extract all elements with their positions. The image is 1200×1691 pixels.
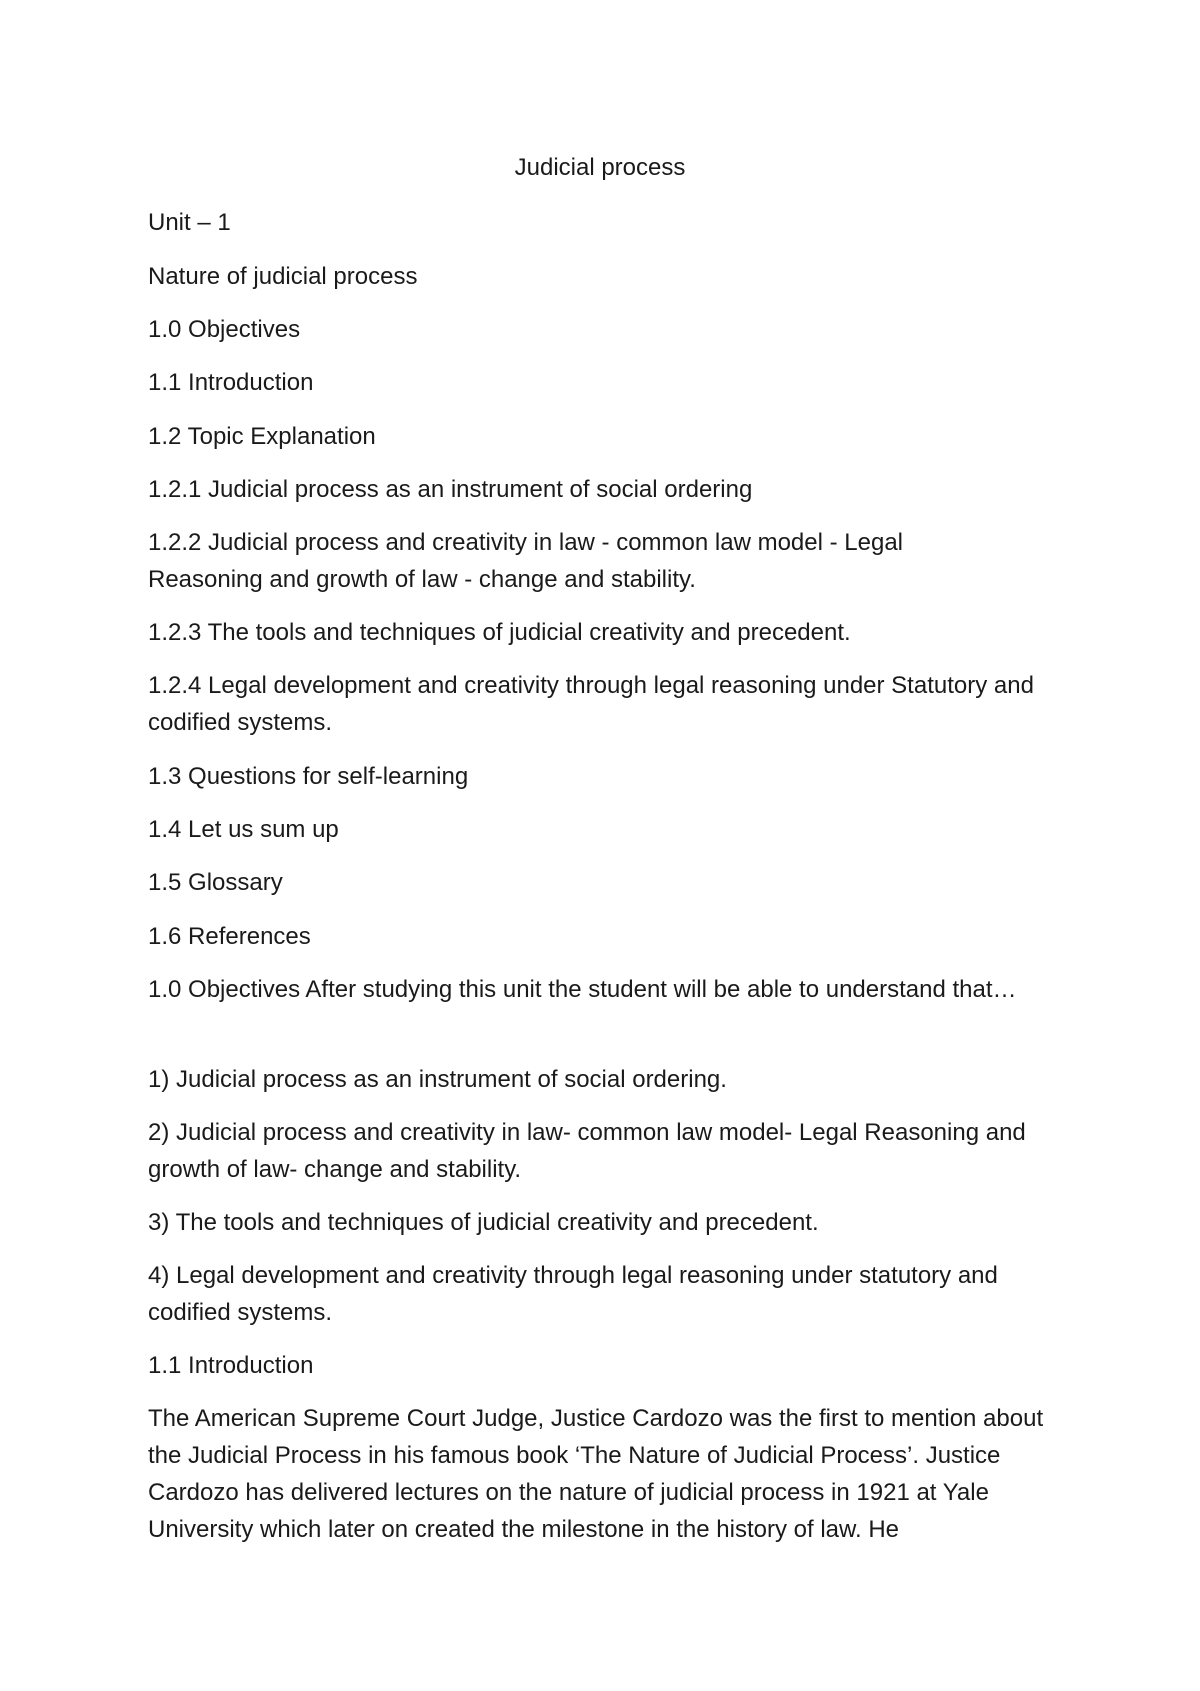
objective-item: 3) The tools and techniques of judicial creativity and precedent.	[148, 1209, 819, 1236]
toc-item: 1.2.4 Legal development and creativity through legal reasoning under Statutory and codified systems.	[148, 672, 1034, 736]
toc-item: 1.6 References	[148, 923, 311, 950]
toc-item: 1.1 Introduction	[148, 369, 314, 396]
document-title	[0, 152, 1200, 184]
objective-item: 1) Judicial process as an instrument of social ordering.	[148, 1066, 727, 1093]
unit-label: Unit – 1	[148, 209, 231, 236]
introduction-heading: 1.1 Introduction	[148, 1352, 314, 1379]
toc-item: 1.3 Questions for self-learning	[148, 763, 469, 790]
toc-item: 1.2.3 The tools and techniques of judicial creativity and precedent.	[148, 619, 851, 646]
unit-title: Nature of judicial process	[148, 263, 418, 290]
toc-item: 1.4 Let us sum up	[148, 816, 339, 843]
objective-item: 4) Legal development and creativity through legal reasoning under statutory and codified systems.	[148, 1262, 998, 1326]
objective-item: 2) Judicial process and creativity in law- common law model- Legal Reasoning and growth of law- change and stability.	[148, 1119, 1026, 1183]
toc-item: 1.5 Glossary	[148, 869, 283, 896]
introduction-paragraph: The American Supreme Court Judge, Justice Cardozo was the first to mention about the Judicial Process in his famous book ‘The Nature of Judicial Process’. Justice Cardozo has delivered lectures on the nature of judicial process in 1921 at Yale University which later on created the milestone in the history of law. He	[148, 1405, 1044, 1543]
toc-item: 1.2.1 Judicial process as an instrument of social ordering	[148, 476, 753, 503]
toc-item: 1.0 Objectives	[148, 316, 301, 343]
toc-item: 1.2.2 Judicial process and creativity in law - common law model - Legal Reasoning and growth of law - change and stability.	[148, 529, 904, 593]
toc-item: 1.2 Topic Explanation	[148, 423, 376, 450]
objectives-heading: 1.0 Objectives After studying this unit the student will be able to understand that…	[148, 976, 1017, 1003]
document-title-text: Judicial process	[514, 154, 686, 181]
